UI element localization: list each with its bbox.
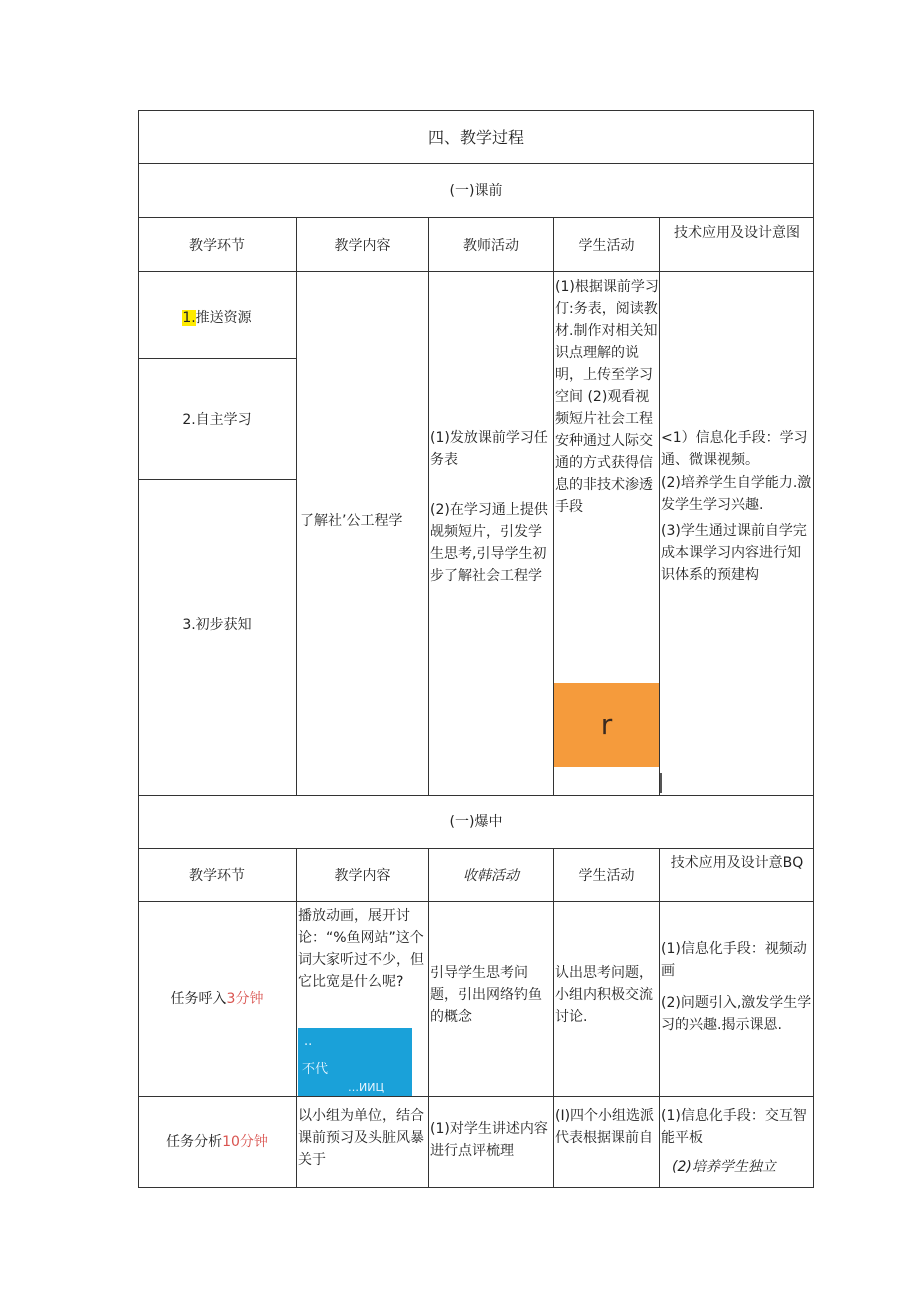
image-edge-mark [660, 773, 662, 793]
row-divider [138, 901, 814, 902]
step-number-highlight: 1. [182, 310, 196, 326]
row-divider [138, 358, 297, 359]
orange-image-block: r [554, 683, 659, 767]
task-analysis-student: (I)四个小组选派代表根据课前自 [555, 1108, 655, 1146]
header-student: 学生活动 [578, 238, 635, 254]
row-divider [138, 1096, 814, 1097]
task-analysis-tech-2: (2)培养学生独立 [672, 1159, 776, 1175]
step-push-resources [138, 307, 296, 329]
stage-time: 3分钟 [226, 991, 264, 1007]
stage-label: 任务分析 [166, 1134, 223, 1150]
header-content: 教学内容 [334, 238, 391, 254]
task-analysis-tech-1: (1)信息化手段：交互智能平板 [661, 1108, 807, 1146]
task-intro-teacher: 引导学生思考问题，引出网络钓鱼的概念 [430, 965, 542, 1025]
pre-class-tech-2: (2)培养学生自学能力.激发学生学习兴趣. [661, 475, 812, 513]
col-divider [296, 848, 297, 1188]
step-label: 推送资源 [195, 310, 252, 326]
animation-image-text: …ИИЦ [348, 1081, 384, 1094]
stage-time: 10分钟 [222, 1134, 268, 1150]
col-divider [659, 848, 660, 1188]
header-teacher: 教师活动 [463, 238, 519, 254]
col-divider [296, 217, 297, 795]
row-divider [138, 271, 814, 272]
section-title: 四、教学过程 [427, 128, 524, 147]
header-tech: 技术应用及设计意BQ [670, 855, 804, 871]
header-student: 学生活动 [578, 868, 635, 884]
task-intro-tech-2: (2)问题引入,激发学生学习的兴趣.揭示课恩. [661, 995, 812, 1033]
pre-class-tech-1: <1）信息化手段：学习通、微课视频。 [661, 430, 808, 468]
pre-class-teacher-activity-2: (2)在学习通上提供觇频短片，引发学生思考,引导学生初步了解社会工程学 [430, 502, 548, 584]
pre-class-teacher-activity-1: (1)发放课前学习任务表 [430, 430, 548, 468]
header-teacher: 收韩活动 [463, 868, 519, 884]
row-divider [138, 217, 814, 218]
row-divider [138, 479, 297, 480]
stage-task-analysis [138, 1131, 296, 1153]
task-intro-tech-1: (1)信息化手段：视频动画 [661, 941, 807, 979]
pre-class-title: (一)课前 [449, 183, 503, 199]
animation-image-text: .. [304, 1034, 313, 1049]
task-analysis-teacher: (1)对学生讲述内容进行点评梳理 [430, 1121, 548, 1159]
stage-label: 任务呼入 [170, 991, 227, 1007]
pre-class-tech-3: (3)学生通过课前自学完成本课学习内容进行知识体系的预建构 [661, 523, 807, 583]
pre-class-student-activity: (1)根据课前学习仃:务表，阅读教材.制作对相关知识点理解的说明，上传至学习空间 (2)观看视频短片社会工程安种通过人际交通的方式获得信息的非技术渗透手段 [555, 279, 659, 515]
stage-task-intro [138, 988, 296, 1010]
animation-image-text: 不代 [302, 1062, 329, 1077]
row-divider [138, 795, 814, 796]
row-divider [138, 848, 814, 849]
in-class-title: (一)爆中 [449, 814, 503, 830]
task-intro-content: 播放动画，展开讨论：“%鱼网站”这个词大家听过不少，但它比宽是什么呢? [298, 908, 424, 990]
col-divider [428, 848, 429, 1188]
step-self-study: 2.自主学习 [182, 412, 252, 428]
task-analysis-content: 以小组为单位，结合课前预习及头脏风暴关于 [298, 1108, 424, 1168]
header-tech: 技术应用及设计意图 [674, 225, 800, 241]
pre-class-content: 了解社’公工程学 [300, 513, 403, 529]
header-stage: 教学环节 [189, 238, 245, 254]
task-intro-student: 认出思考问题，小组内积极交流讨论. [555, 965, 653, 1025]
step-initial-knowledge: 3.初步获知 [182, 617, 252, 633]
row-divider [138, 163, 814, 164]
header-content: 教学内容 [334, 868, 391, 884]
col-divider [553, 848, 554, 1188]
col-divider [428, 217, 429, 795]
col-divider [659, 217, 660, 795]
animation-image [298, 1028, 412, 1096]
header-stage: 教学环节 [189, 868, 245, 884]
